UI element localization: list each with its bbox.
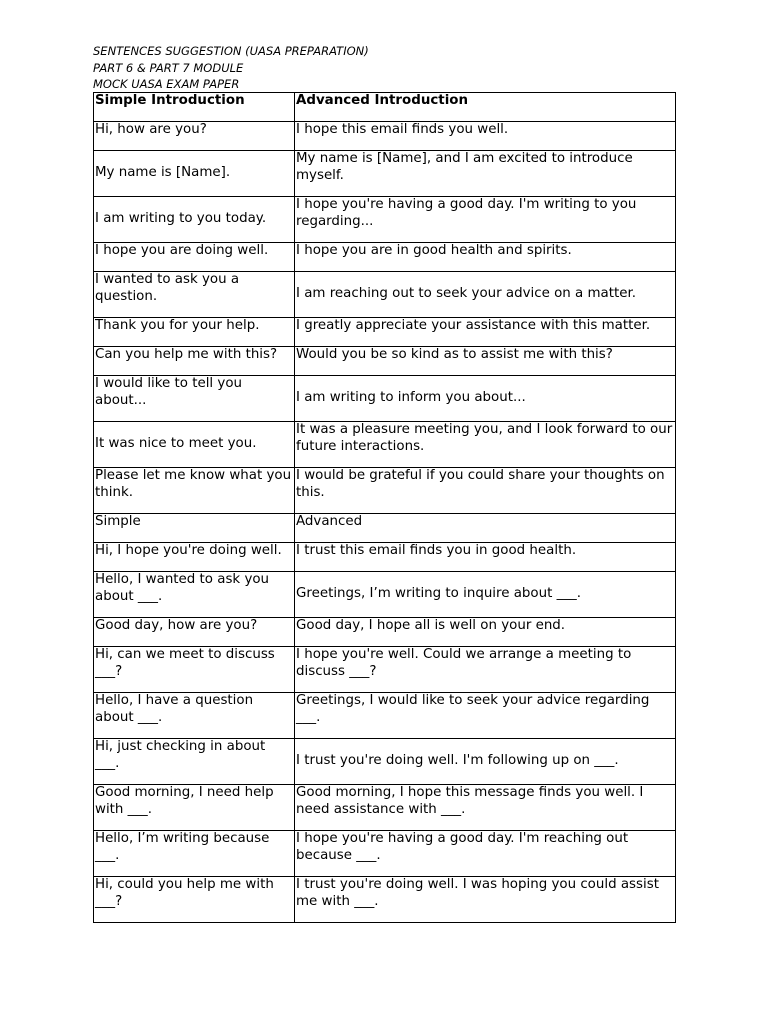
table-row — [94, 422, 676, 468]
table-cell-advanced: I greatly appreciate your assistance with this matter. — [295, 318, 676, 347]
table-cell-advanced: I hope you are in good health and spirits. — [295, 243, 676, 272]
table-cell-simple: Can you help me with this? — [94, 347, 295, 376]
table-cell-advanced: I hope you're well. Could we arrange a meeting to discuss ___? — [295, 647, 676, 693]
table-cell-simple: Hello, I wanted to ask you about ___. — [94, 572, 295, 618]
table-row — [94, 376, 676, 422]
table-cell-advanced: I would be grateful if you could share your thoughts on this. — [295, 468, 676, 514]
table-header-row — [94, 93, 676, 122]
table-cell-simple: I hope you are doing well. — [94, 243, 295, 272]
table-cell-advanced: I hope this email finds you well. — [295, 122, 676, 151]
table-cell-advanced: I hope you're having a good day. I'm reaching out because ___. — [295, 831, 676, 877]
table-cell-advanced: I am writing to inform you about... — [295, 376, 676, 422]
table-cell-simple: Hello, I have a question about ___. — [94, 693, 295, 739]
table-cell-simple: I would like to tell you about... — [94, 376, 295, 422]
table-row — [94, 785, 676, 831]
table-row — [94, 647, 676, 693]
table-cell-simple: Hi, can we meet to discuss ___? — [94, 647, 295, 693]
table-row — [94, 831, 676, 877]
table-row — [94, 122, 676, 151]
table-row — [94, 197, 676, 243]
table-cell-simple: Hello, I’m writing because ___. — [94, 831, 295, 877]
table-cell-advanced: Advanced — [295, 514, 676, 543]
table-cell-advanced: I trust you're doing well. I'm following up on ___. — [295, 739, 676, 785]
header-title: SENTENCES SUGGESTION (UASA PREPARATION) — [93, 44, 369, 58]
table-cell-advanced: I trust this email finds you in good health. — [295, 543, 676, 572]
table-row — [94, 514, 676, 543]
table-row — [94, 318, 676, 347]
table-cell-simple: My name is [Name]. — [94, 151, 295, 197]
table-cell-simple: Hi, I hope you're doing well. — [94, 543, 295, 572]
table-cell-advanced: It was a pleasure meeting you, and I look forward to our future interactions. — [295, 422, 676, 468]
table-row — [94, 877, 676, 923]
table-row — [94, 468, 676, 514]
table-cell-simple: Please let me know what you think. — [94, 468, 295, 514]
table-cell-advanced: Greetings, I’m writing to inquire about ___. — [295, 572, 676, 618]
table-cell-advanced: Good morning, I hope this message finds you well. I need assistance with ___. — [295, 785, 676, 831]
table-cell-advanced: I trust you're doing well. I was hoping you could assist me with ___. — [295, 877, 676, 923]
table-row — [94, 543, 676, 572]
table-row — [94, 572, 676, 618]
table-cell-simple: Simple Introduction — [94, 93, 295, 122]
table-row — [94, 347, 676, 376]
document-header — [93, 43, 369, 93]
table-row — [94, 739, 676, 785]
table-cell-simple: Good morning, I need help with ___. — [94, 785, 295, 831]
table-cell-simple: It was nice to meet you. — [94, 422, 295, 468]
table-cell-advanced: Good day, I hope all is well on your end. — [295, 618, 676, 647]
table-cell-advanced: I am reaching out to seek your advice on a matter. — [295, 272, 676, 318]
table-cell-advanced: Greetings, I would like to seek your advice regarding ___. — [295, 693, 676, 739]
table-cell-simple: Simple — [94, 514, 295, 543]
table-cell-simple: Hi, how are you? — [94, 122, 295, 151]
table-cell-advanced: Advanced Introduction — [295, 93, 676, 122]
table-row — [94, 151, 676, 197]
table-cell-advanced: Would you be so kind as to assist me with this? — [295, 347, 676, 376]
table-row — [94, 693, 676, 739]
table-row — [94, 618, 676, 647]
table-row — [94, 243, 676, 272]
table-cell-simple: Thank you for your help. — [94, 318, 295, 347]
sentences-table — [93, 92, 676, 923]
header-module: PART 6 & PART 7 MODULE — [93, 60, 244, 75]
table-cell-advanced: My name is [Name], and I am excited to introduce myself. — [295, 151, 676, 197]
table-row — [94, 272, 676, 318]
header-paper: MOCK UASA EXAM PAPER — [93, 77, 240, 91]
table-cell-simple: Hi, just checking in about ___. — [94, 739, 295, 785]
table-cell-simple: Good day, how are you? — [94, 618, 295, 647]
table-cell-simple: I am writing to you today. — [94, 197, 295, 243]
table-cell-simple: Hi, could you help me with ___? — [94, 877, 295, 923]
table-cell-advanced: I hope you're having a good day. I'm writing to you regarding... — [295, 197, 676, 243]
table-cell-simple: I wanted to ask you a question. — [94, 272, 295, 318]
